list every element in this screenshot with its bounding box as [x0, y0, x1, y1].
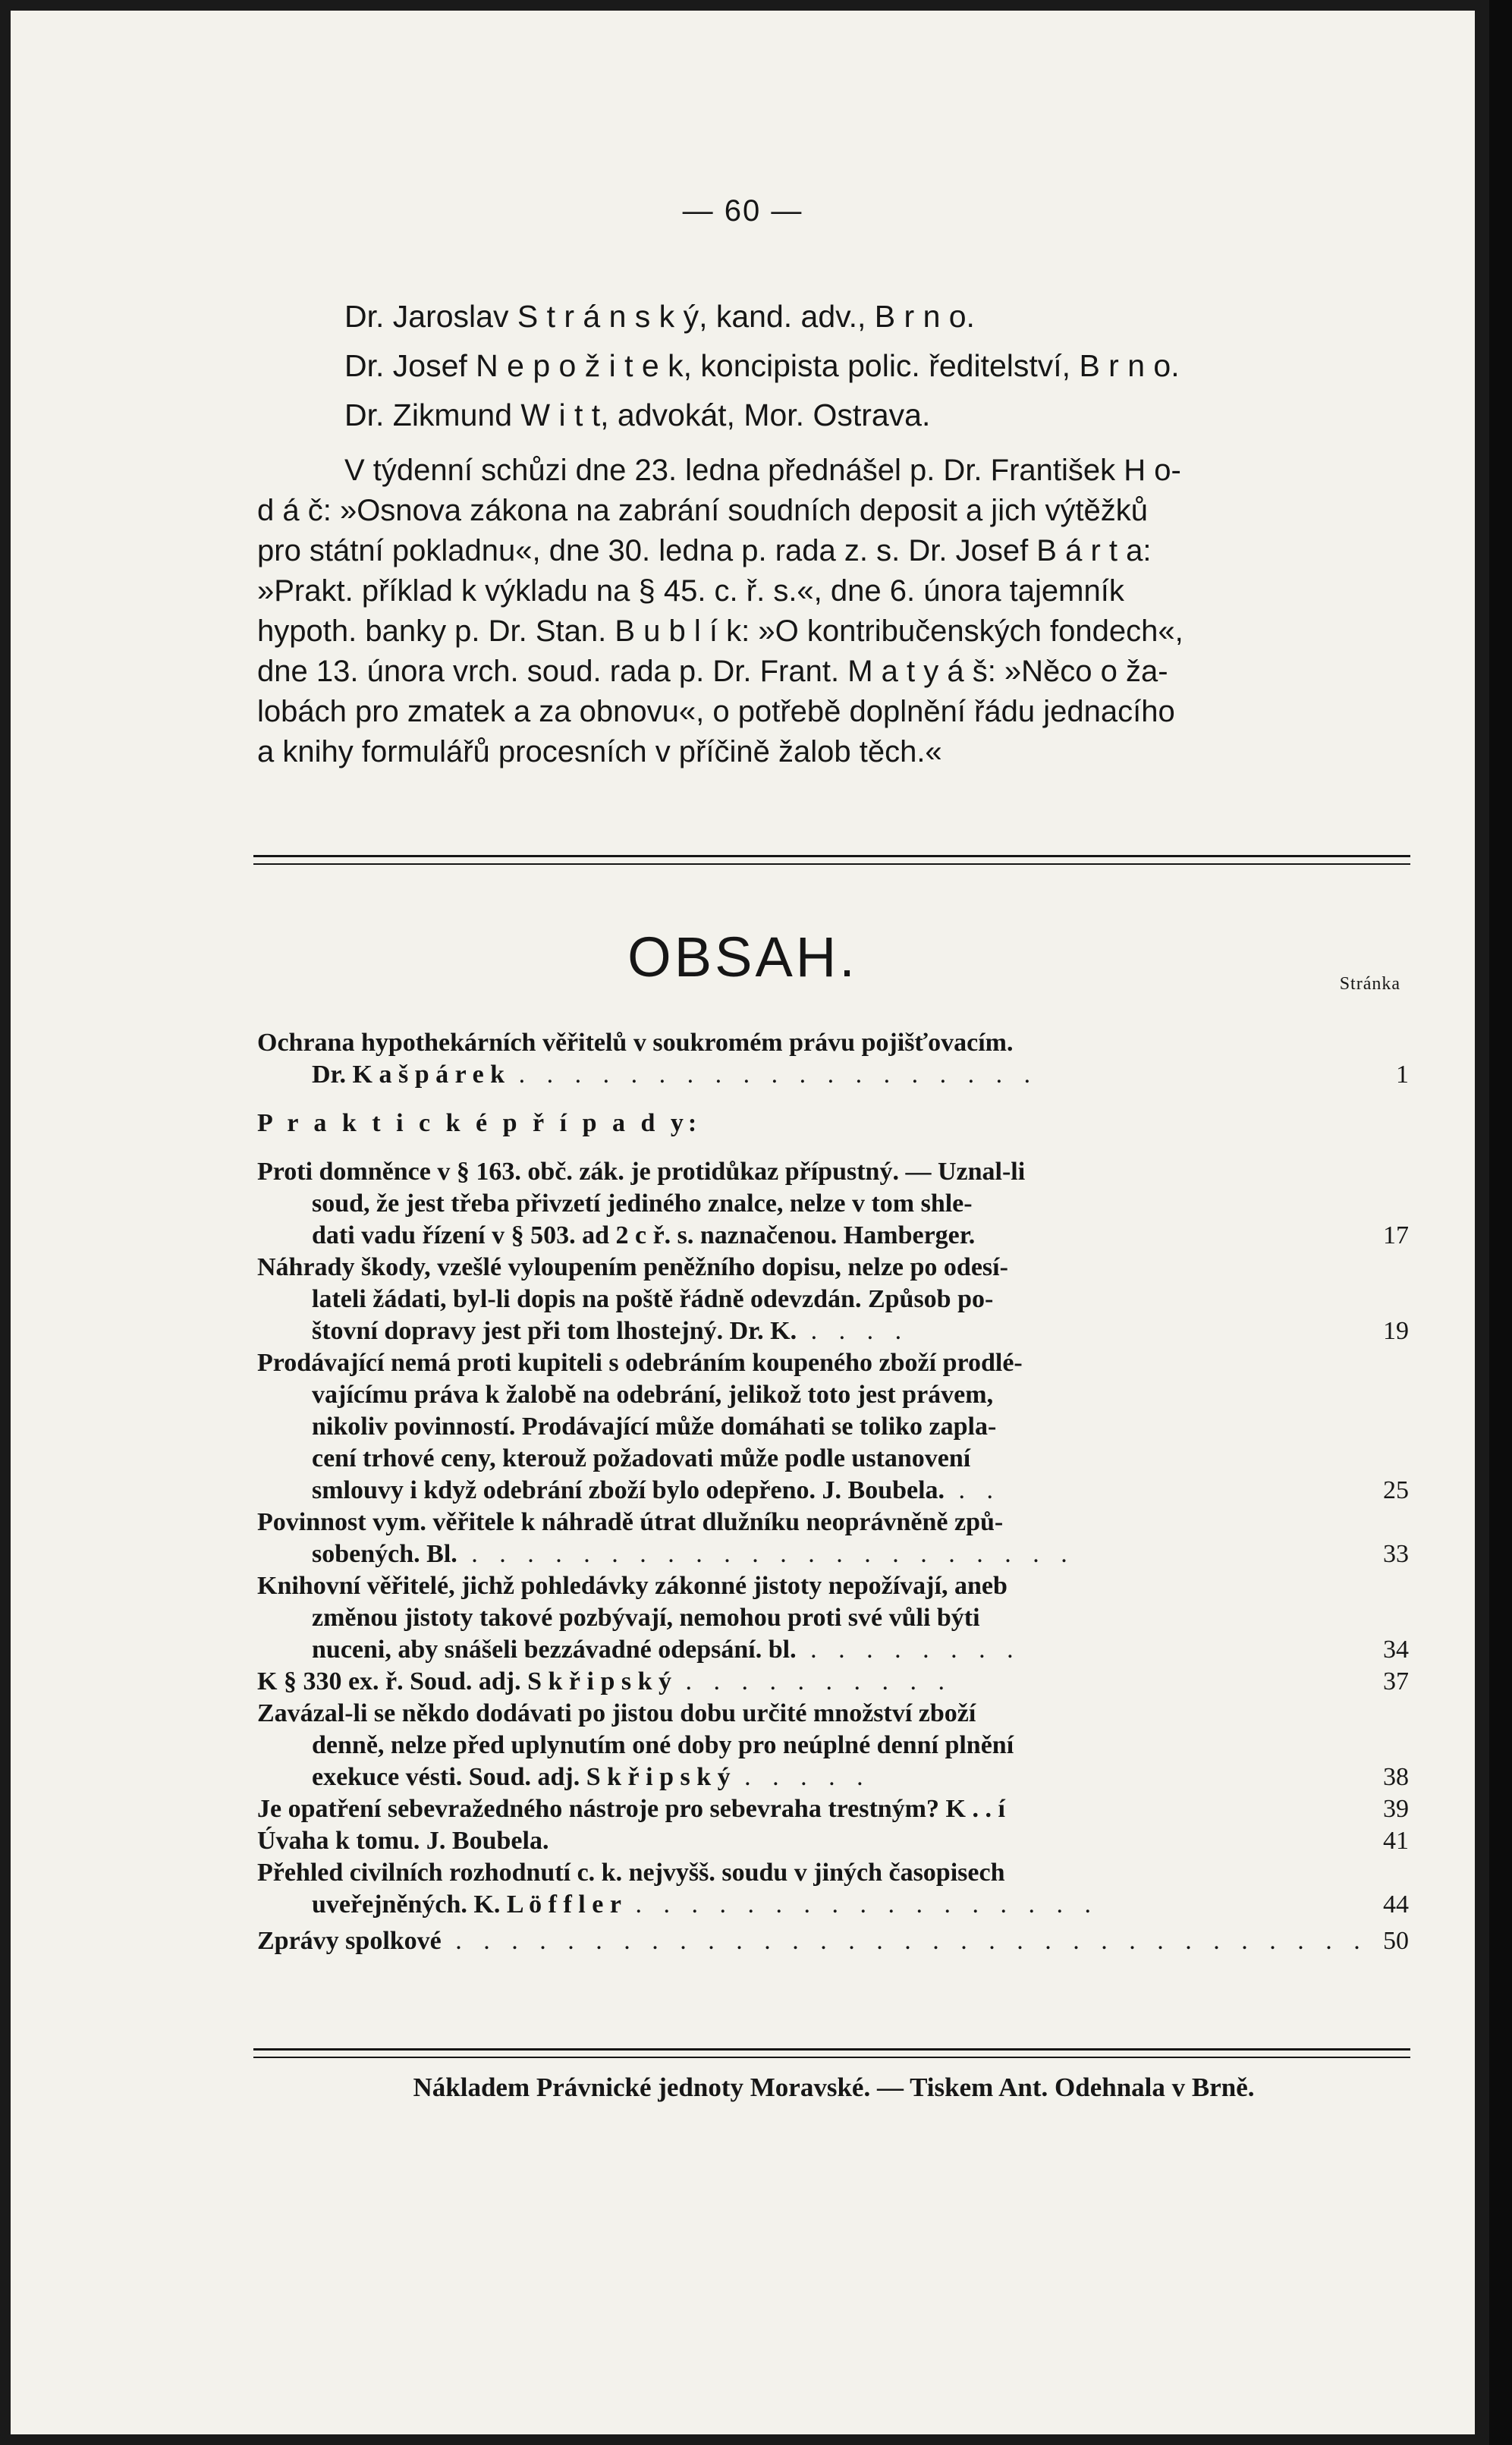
divider-rule — [253, 863, 1410, 865]
toc-entry: Knihovní věřitelé, jichž pohledávky zákonné jistoty nepožívají, aneb změnou jistoty takové pozbývají, nemohou proti své vůli býti nuceni, aby snášeli bezzávadné odepsání. bl. . . . . . . . . 34 — [257, 1570, 1409, 1666]
paragraph-line: pro státní pokladnu«, dne 30. ledna p. rada z. s. Dr. Josef B á r t a: — [257, 534, 1152, 567]
divider-rule — [253, 2048, 1410, 2051]
toc-line: změnou jistoty takové pozbývají, nemohou proti své vůli býti — [312, 1604, 980, 1632]
toc-entry: K § 330 ex. ř. Soud. adj. S k ř i p s k ý . . . . . . . . . . 37 — [257, 1666, 1409, 1698]
toc-line: Přehled civilních rozhodnutí c. k. nejvyšš. soudu v jiných časopisech — [257, 1859, 1005, 1887]
section-heading: P r a k t i c k é p ř í p a d y: — [257, 1109, 702, 1137]
toc-entry: Náhrady škody, vzešlé vyloupením peněžního dopisu, nelze po odesí- lateli žádati, byl-li dopis na poště řádně odevzdán. Způsob po- štovní dopravy jest při tom lhostejný. Dr. K. . . . . 19 — [257, 1252, 1409, 1347]
toc-entry: Prodávající nemá proti kupiteli s odebráním koupeného zboží prodlé- vajícímu práva k žalobě na odebrání, jelikož toto jest právem, nikoliv povinností. Prodávající může domáhati se toliko zapla- cení trhové ceny, kterouž požadovati může podle ustanovení smlouvy i když odebrání zboží bylo odepřeno. J. Boubela. . . 25 — [257, 1347, 1409, 1507]
toc-entry: Zprávy spolkové . . . . . . . . . . . . . . . . . . . . . . . . . . . . . . . . . 50 — [257, 1925, 1409, 1957]
toc-line: denně, nelze před uplynutím oné doby pro neúplné denní plnění — [312, 1731, 1014, 1759]
toc-entry: Přehled civilních rozhodnutí c. k. nejvyšš. soudu v jiných časopisech uveřejněných. K. L ö f f l e r . . . . . . . . . . . . . . . . . 44 — [257, 1857, 1409, 1921]
toc-line: Úvaha k tomu. J. Boubela. — [257, 1827, 549, 1855]
toc-line: vajícímu práva k žalobě na odebrání, jelikož toto jest právem, — [312, 1381, 994, 1409]
toc-line: exekuce vésti. Soud. adj. S k ř i p s k ý — [312, 1763, 731, 1791]
toc-page-number: 39 — [1383, 1795, 1409, 1823]
toc-entry: Povinnost vym. věřitele k náhradě útrat dlužníku neoprávněně způ- sobených. Bl. . . . . . . . . . . . . . . . . . . . . . . 33 — [257, 1507, 1409, 1570]
toc-entry — [257, 1793, 1409, 1825]
toc-page-number: 33 — [1383, 1540, 1409, 1568]
paragraph-line: hypoth. banky p. Dr. Stan. B u b l í k: »O kontribučenských fondech«, — [257, 614, 1184, 648]
toc-page-number: 37 — [1383, 1667, 1409, 1695]
toc-line: Knihovní věřitelé, jichž pohledávky zákonné jistoty nepožívají, aneb — [257, 1572, 1007, 1600]
toc-line: štovní dopravy jest při tom lhostejný. Dr. K. — [312, 1317, 797, 1345]
paragraph-line: d á č: »Osnova zákona na zabrání soudních deposit a jich výtěžků — [257, 494, 1149, 527]
toc-line: Proti domněnce v § 163. obč. zák. je protidůkaz přípustný. — Uznal-li — [257, 1158, 1026, 1186]
toc-page-number: 44 — [1383, 1890, 1409, 1919]
paragraph-line: lobách pro zmatek a za obnovu«, o potřebě doplnění řádu jednacího — [257, 695, 1175, 728]
toc-line: K § 330 ex. ř. Soud. adj. S k ř i p s k ý — [257, 1667, 671, 1695]
toc-line: Prodávající nemá proti kupiteli s odebráním koupeného zboží prodlé- — [257, 1349, 1023, 1377]
toc-line: cení trhové ceny, kterouž požadovati může podle ustanovení — [312, 1444, 971, 1472]
paragraph-line: V týdenní schůzi dne 23. ledna přednášel p. Dr. František H o- — [344, 454, 1181, 487]
paragraph-line: dne 13. února vrch. soud. rada p. Dr. Frant. M a t y á š: »Něco o ža- — [257, 655, 1168, 688]
contents-title: OBSAH. — [627, 926, 858, 988]
lectures-paragraph — [257, 451, 1410, 772]
toc-entry — [257, 1156, 1409, 1252]
toc-entry: Ochrana hypothekárních věřitelů v soukromém právu pojišťovacím. Dr. K a š p á r e k . . . . . . . . . . . . . . . . . . . 1 — [257, 1027, 1409, 1091]
document-page — [11, 11, 1475, 2434]
divider-rule — [253, 855, 1410, 857]
member-line: Dr. Jaroslav S t r á n s k ý, kand. adv., B r n o. — [344, 299, 975, 334]
toc-line: soud, že jest třeba přivzetí jediného znalce, nelze v tom shle- — [312, 1190, 973, 1218]
toc-entry: Zavázal-li se někdo dodávati po jistou dobu určité množství zboží denně, nelze před uplynutím oné doby pro neúplné denní plnění exekuce vésti. Soud. adj. S k ř i p s k ý . . . . . 38 — [257, 1698, 1409, 1793]
toc-page-number: 50 — [1383, 1927, 1409, 1955]
member-line: Dr. Zikmund W i t t, advokát, Mor. Ostrava. — [344, 398, 931, 432]
toc-line: Ochrana hypothekárních věřitelů v soukromém právu pojišťovacím. — [257, 1029, 1014, 1057]
toc-line: Dr. K a š p á r e k — [312, 1061, 505, 1089]
toc-line: Povinnost vym. věřitele k náhradě útrat dlužníku neoprávněně způ- — [257, 1508, 1004, 1536]
toc-line: Zavázal-li se někdo dodávati po jistou dobu určité množství zboží — [257, 1699, 976, 1727]
paragraph-line: »Prakt. příklad k výkladu na § 45. c. ř. s.«, dne 6. února tajemník — [257, 574, 1124, 608]
toc-line: sobených. Bl. — [312, 1540, 457, 1568]
toc-page-number: 41 — [1383, 1827, 1409, 1855]
scan-edge — [1489, 0, 1512, 2445]
publisher-footer: Nákladem Právnické jednoty Moravské. — Tiskem Ant. Odehnala v Brně. — [413, 2073, 1255, 2102]
toc-page-number: 19 — [1383, 1317, 1409, 1345]
table-of-contents — [257, 1027, 1409, 1957]
toc-line: nikoliv povinností. Prodávající může domáhati se toliko zapla- — [312, 1413, 997, 1441]
paragraph-line: a knihy formulářů procesních v příčině žalob těch.« — [257, 735, 942, 768]
toc-page-number: 17 — [1383, 1221, 1409, 1249]
toc-page-number: 1 — [1396, 1061, 1409, 1089]
divider-rule — [253, 2057, 1410, 2058]
toc-line: dati vadu řízení v § 503. ad 2 c ř. s. naznačenou. Hamberger. — [312, 1221, 976, 1249]
toc-line: nuceni, aby snášeli bezzávadné odepsání. bl. — [312, 1636, 797, 1664]
toc-line: uveřejněných. K. L ö f f l e r — [312, 1890, 621, 1919]
toc-line: smlouvy i když odebrání zboží bylo odepřeno. J. Boubela. — [312, 1476, 945, 1504]
toc-page-number: 25 — [1383, 1476, 1409, 1504]
page-number: — 60 — — [682, 194, 803, 228]
toc-page-number: 38 — [1383, 1763, 1409, 1791]
toc-line: Náhrady škody, vzešlé vyloupením peněžního dopisu, nelze po odesí- — [257, 1253, 1008, 1281]
page-column-label: Stránka — [1339, 974, 1400, 994]
toc-line: lateli žádati, byl-li dopis na poště řádně odevzdán. Způsob po- — [312, 1285, 994, 1313]
toc-line: Zprávy spolkové — [257, 1927, 442, 1955]
toc-entry — [257, 1825, 1409, 1857]
toc-page-number: 34 — [1383, 1636, 1409, 1664]
toc-line: Je opatření sebevražedného nástroje pro sebevraha trestným? K . . í — [257, 1795, 1005, 1823]
member-line: Dr. Josef N e p o ž i t e k, koncipista polic. ředitelství, B r n o. — [344, 348, 1180, 383]
